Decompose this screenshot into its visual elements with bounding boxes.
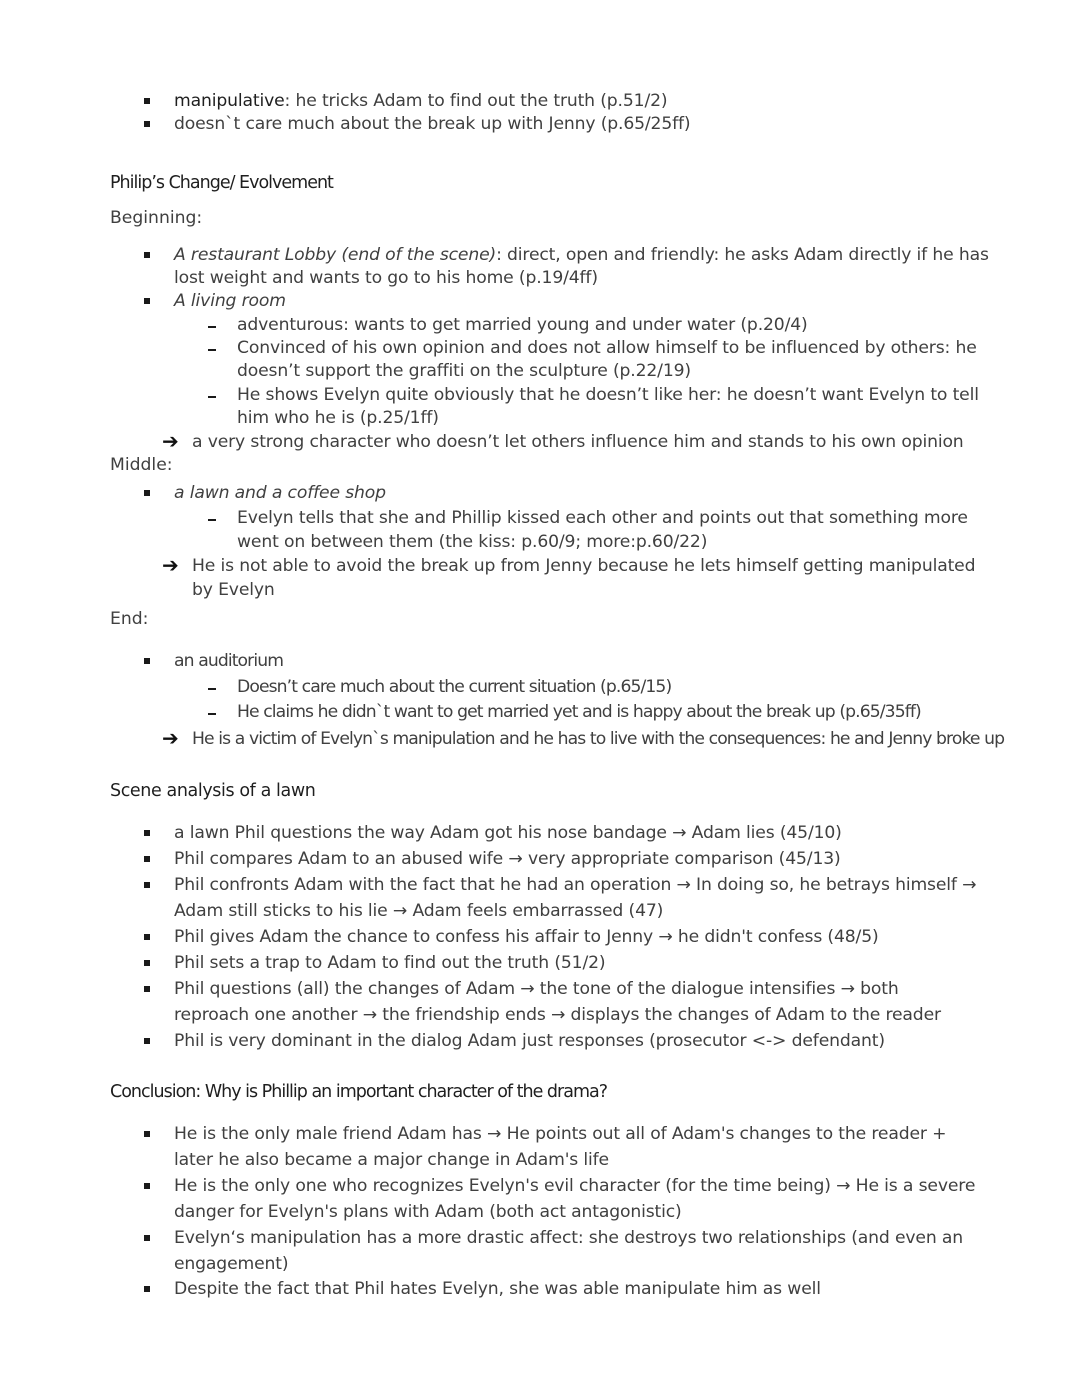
middle-conclusion-cont: by Evelyn bbox=[192, 580, 275, 600]
label-middle: Middle: bbox=[110, 455, 173, 475]
scene-bullet-5: Phil sets a trap to Adam to find out the truth (51/2) bbox=[174, 953, 606, 973]
bullet-icon bbox=[144, 856, 150, 862]
section-heading-scene: Scene analysis of a lawn bbox=[110, 781, 316, 801]
setting-restaurant-lobby: A restaurant Lobby (end of the scene) bbox=[174, 245, 497, 265]
intro-bullet-2: doesn`t care much about the break up with Jenny (p.65/25ff) bbox=[174, 114, 691, 134]
arrow-right-icon: ➔ bbox=[162, 429, 179, 453]
scene-bullet-6-cont: reproach one another → the friendship ends → displays the changes of Adam to the reader bbox=[174, 1005, 941, 1025]
conclusion-bullet-3: Evelyn‘s manipulation has a more drastic affect: she destroys two relationships (and even an bbox=[174, 1228, 964, 1248]
scene-bullet-2: Phil compares Adam to an abused wife → very appropriate comparison (45/13) bbox=[174, 849, 841, 869]
living-room-sub-2: Convinced of his own opinion and does not allow himself to be influenced by others: he bbox=[237, 338, 977, 358]
bullet-icon bbox=[144, 830, 150, 836]
living-room-sub-1: adventurous: wants to get married young and under water (p.20/4) bbox=[237, 315, 808, 335]
dash-icon bbox=[208, 713, 216, 715]
conclusion-bullet-1-cont: later he also became a major change in Adam's life bbox=[174, 1150, 609, 1170]
dash-icon bbox=[208, 688, 216, 690]
living-room-sub-2-cont: doesn’t support the graffiti on the sculpture (p.22/19) bbox=[237, 361, 691, 381]
intro-bullet-1: manipulative: he tricks Adam to find out the truth (p.51/2) bbox=[174, 91, 668, 111]
label-beginning: Beginning: bbox=[110, 208, 203, 228]
beginning-conclusion: a very strong character who doesn’t let others influence him and stands to his own opinion bbox=[192, 432, 964, 452]
bullet-icon bbox=[144, 252, 150, 258]
beginning-item-1: A restaurant Lobby (end of the scene): direct, open and friendly: he asks Adam directly if he has bbox=[174, 245, 989, 265]
setting-auditorium: an auditorium bbox=[174, 651, 284, 671]
conclusion-bullet-2: He is the only one who recognizes Evelyn's evil character (for the time being) → He is a severe bbox=[174, 1176, 976, 1196]
setting-living-room: A living room bbox=[174, 291, 286, 311]
scene-bullet-3: Phil confronts Adam with the fact that he had an operation → In doing so, he betrays himself → bbox=[174, 875, 977, 895]
term-manipulative: manipulative bbox=[174, 91, 285, 111]
living-room-sub-3-cont: him who he is (p.25/1ff) bbox=[237, 408, 439, 428]
bullet-icon bbox=[144, 1183, 150, 1189]
bullet-icon bbox=[144, 1286, 150, 1292]
living-room-sub-3: He shows Evelyn quite obviously that he doesn’t like her: he doesn’t want Evelyn to tell bbox=[237, 385, 979, 405]
scene-bullet-7: Phil is very dominant in the dialog Adam just responses (prosecutor <-> defendant) bbox=[174, 1031, 885, 1051]
section-heading-conclusion: Conclusion: Why is Phillip an important character of the drama? bbox=[110, 1082, 608, 1102]
bullet-icon bbox=[144, 960, 150, 966]
bullet-icon bbox=[144, 121, 150, 127]
middle-sub-1: Evelyn tells that she and Phillip kissed each other and points out that something more bbox=[237, 508, 968, 528]
conclusion-bullet-2-cont: danger for Evelyn's plans with Adam (both act antagonistic) bbox=[174, 1202, 682, 1222]
arrow-right-icon: ➔ bbox=[162, 726, 179, 750]
dash-icon bbox=[208, 396, 216, 398]
end-conclusion: He is a victim of Evelyn`s manipulation and he has to live with the consequences: he and Jenny broke up bbox=[192, 729, 1005, 749]
bullet-icon bbox=[144, 490, 150, 496]
dash-icon bbox=[208, 326, 216, 328]
bullet-icon bbox=[144, 298, 150, 304]
bullet-icon bbox=[144, 986, 150, 992]
scene-bullet-4: Phil gives Adam the chance to confess his affair to Jenny → he didn't confess (48/5) bbox=[174, 927, 879, 947]
bullet-icon bbox=[144, 934, 150, 940]
middle-sub-1-cont: went on between them (the kiss: p.60/9; more:p.60/22) bbox=[237, 532, 708, 552]
dash-icon bbox=[208, 519, 216, 521]
bullet-icon bbox=[144, 1131, 150, 1137]
bullet-icon bbox=[144, 658, 150, 664]
middle-conclusion: He is not able to avoid the break up from Jenny because he lets himself getting manipulated bbox=[192, 556, 976, 576]
arrow-right-icon: ➔ bbox=[162, 553, 179, 577]
conclusion-bullet-4: Despite the fact that Phil hates Evelyn, she was able manipulate him as well bbox=[174, 1279, 821, 1299]
bullet-icon bbox=[144, 1235, 150, 1241]
section-heading-change: Philip’s Change/ Evolvement bbox=[110, 173, 333, 193]
end-sub-1: Doesn’t care much about the current situation (p.65/15) bbox=[237, 677, 672, 697]
setting-lawn-coffee-shop: a lawn and a coffee shop bbox=[174, 483, 386, 503]
beginning-item-1-cont: lost weight and wants to go to his home (p.19/4ff) bbox=[174, 268, 598, 288]
dash-icon bbox=[208, 349, 216, 351]
bullet-icon bbox=[144, 98, 150, 104]
label-end: End: bbox=[110, 609, 149, 629]
scene-bullet-1: a lawn Phil questions the way Adam got his nose bandage → Adam lies (45/10) bbox=[174, 823, 842, 843]
bullet-icon bbox=[144, 1038, 150, 1044]
bullet-icon bbox=[144, 882, 150, 888]
conclusion-bullet-3-cont: engagement) bbox=[174, 1254, 289, 1274]
conclusion-bullet-1: He is the only male friend Adam has → He points out all of Adam's changes to the reader + bbox=[174, 1124, 947, 1144]
scene-bullet-3-cont: Adam still sticks to his lie → Adam feels embarrassed (47) bbox=[174, 901, 664, 921]
end-sub-2: He claims he didn`t want to get married yet and is happy about the break up (p.65/35ff) bbox=[237, 702, 921, 722]
scene-bullet-6: Phil questions (all) the changes of Adam → the tone of the dialogue intensifies → both bbox=[174, 979, 899, 999]
